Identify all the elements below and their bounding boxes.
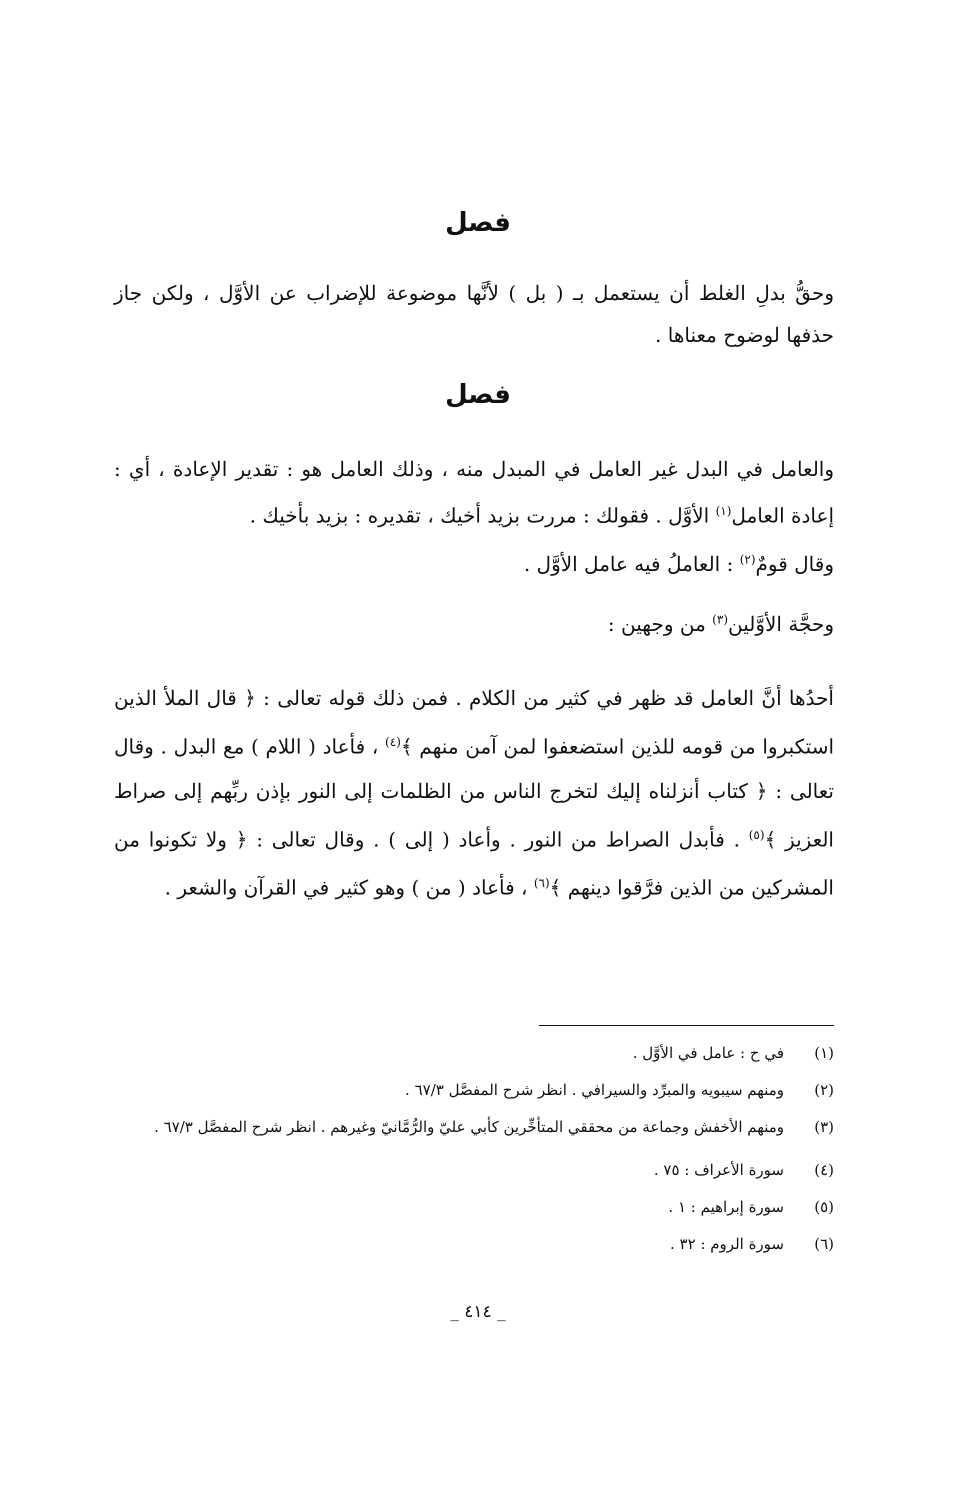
footnotes	[114, 1044, 834, 1272]
text-segment: أحدُها أنَّ العامل قد ظهر في كثير من الكلام . فمن ذلك قوله تعالى : ﴿ قال الملأ الذين استكبروا من قومه للذين استضعفوا لمن آمن منهم ﴾	[114, 686, 835, 759]
text-line-opinion	[524, 552, 834, 576]
footnote-number: (٣)	[814, 1118, 834, 1136]
text-segment: الأوَّل . فقولك : مررت بزيد أخيك ، تقديره : بزيد بأخيك .	[249, 503, 716, 528]
footnote-number: (١)	[814, 1044, 834, 1062]
text-segment: من وجهين :	[607, 612, 713, 636]
footnote-text: في ح : عامل في الأوَّل .	[632, 1044, 784, 1062]
footnote-ref: (٣)	[712, 612, 728, 627]
footnote	[114, 1081, 834, 1118]
footnote	[114, 1198, 834, 1235]
footnote	[114, 1044, 834, 1081]
footnote-text: سورة إبراهيم : ١ .	[668, 1198, 784, 1216]
footnote-ref: (٦)	[533, 876, 550, 891]
footnote-number: (٦)	[814, 1235, 834, 1253]
footnote	[114, 1118, 834, 1155]
footnote-ref: (٥)	[748, 827, 765, 842]
text-line-argument	[608, 612, 834, 636]
footnote-text: ومنهم سيبويه والمبرِّد والسيرافي . انظر شرح المفصَّل ٦٧/٣ .	[405, 1081, 784, 1099]
footnote-ref: (١)	[715, 504, 732, 518]
text-segment: وحجَّة الأوَّلين	[728, 612, 834, 636]
footnote-number: (٤)	[814, 1161, 834, 1179]
section-heading: فصل	[445, 380, 511, 410]
text-segment: ، فأعاد ( من ) وهو كثير في القرآن والشعر .	[164, 875, 534, 900]
footnote	[114, 1235, 834, 1272]
page-number: _ ٤١٤ _	[450, 1302, 506, 1322]
footnote-ref: (٢)	[739, 552, 756, 567]
footnote-text: سورة الأعراف : ٧٥ .	[653, 1161, 784, 1179]
footnote	[114, 1161, 834, 1198]
text-segment: . فأبدل الصراط من النور . وأعاد ( إلى ) . وقال تعالى : ﴿ ولا تكونوا من المشركين من الذين فرَّقوا دينهم ﴾	[114, 827, 834, 900]
footnote-divider	[539, 1025, 834, 1026]
text-segment: ، فأعاد ( اللام ) مع البدل . وقال تعالى : ﴿ كتاب أنزلناه إليك لتخرج الناس من الظلمات إلى النور بإذن ربِّهم إلى صراط العزيز ﴾	[114, 734, 834, 852]
text-segment: : العاملُ فيه عامل الأوَّل .	[523, 552, 740, 576]
footnote-text: ومنهم الأخفش وجماعة من محققي المتأخِّرين كأبي عليّ والرُّمَّانيّ وغيرهم . انظر شرح المفصَّل ٦٧/٣ .	[154, 1118, 784, 1136]
section-heading: فصل	[445, 208, 511, 238]
text-segment: وقال قومٌ	[755, 552, 834, 576]
paragraph-evidence	[114, 676, 834, 910]
footnote-number: (٢)	[814, 1081, 834, 1099]
footnote-ref: (٤)	[385, 735, 401, 749]
paragraph-substitution-error: وحقُّ بدلِ الغلط أن يستعمل بـ ( بل ) لأنَّها موضوعة للإضراب عن الأوَّل ، ولكن جاز حذفها لوضوح معناها .	[114, 281, 834, 347]
footnote-text: سورة الروم : ٣٢ .	[670, 1235, 784, 1253]
footnote-number: (٥)	[814, 1198, 834, 1216]
paragraph-substitution-governor	[114, 448, 834, 537]
text-segment: والعامل في البدل غير العامل في المبدل منه ، وذلك العامل هو : تقدير الإعادة ، أي : إعادة العامل	[114, 457, 834, 528]
